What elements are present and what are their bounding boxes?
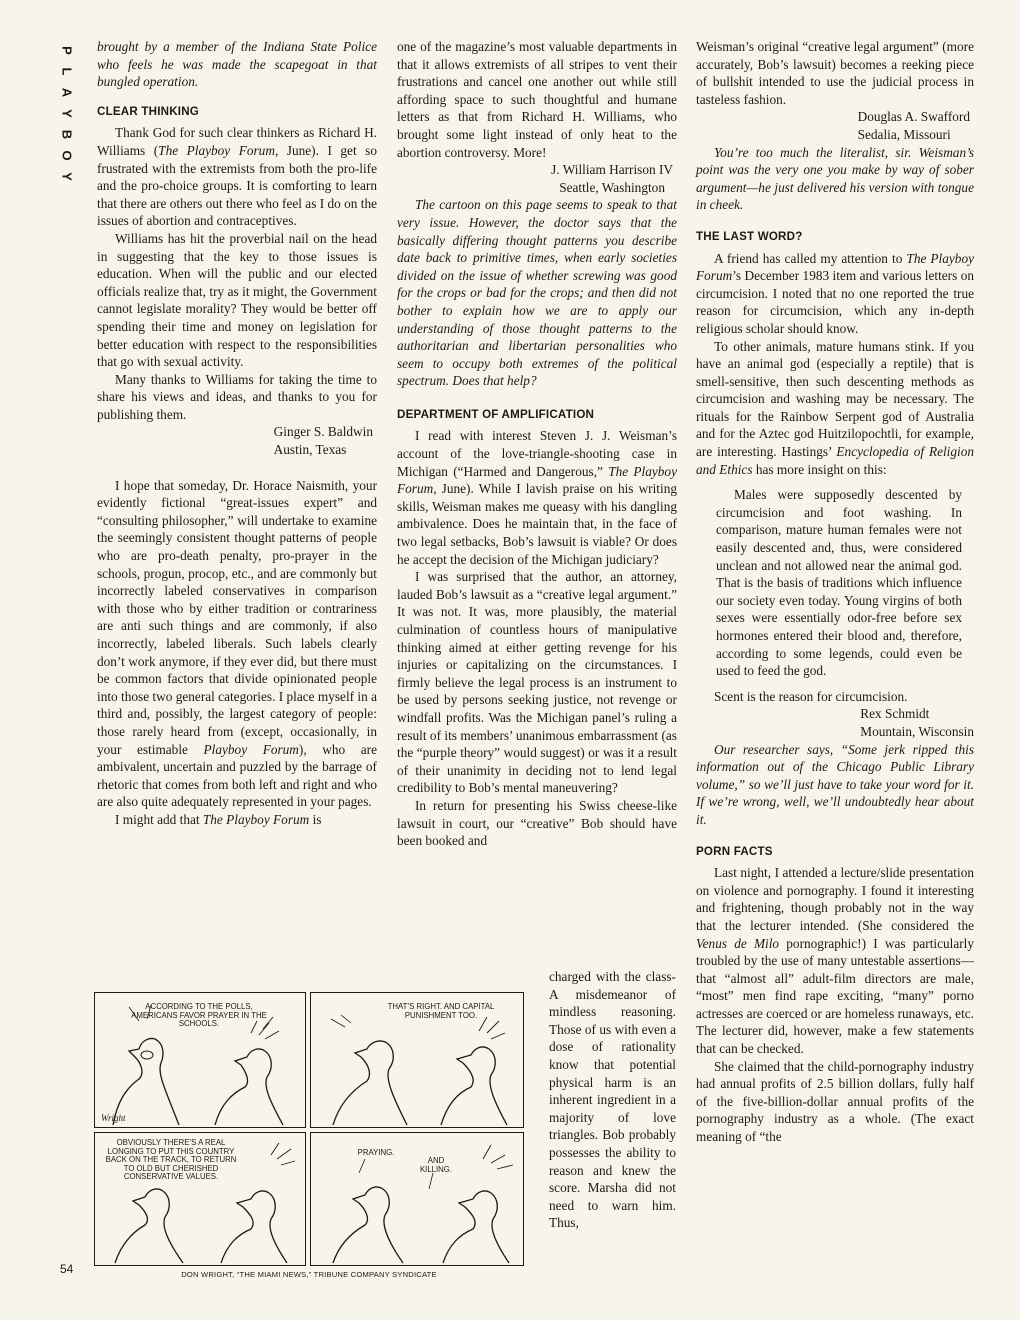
- letter-signature: [696, 108, 974, 143]
- letter-signature: [696, 705, 974, 740]
- signature-name: Ginger S. Baldwin: [273, 424, 373, 440]
- signature-place: Mountain, Wisconsin: [860, 723, 974, 739]
- masthead-letter: L: [59, 67, 75, 76]
- page-number: 54: [60, 1262, 74, 1276]
- magazine-masthead: [56, 40, 74, 190]
- signature-name: J. William Harrison IV: [551, 162, 673, 178]
- editorial-cartoon: [94, 992, 528, 1264]
- letter-paragraph: In return for presenting his Swiss cheese-like lawsuit in court, our “creative” Bob should have been booked and: [397, 797, 677, 849]
- masthead-letter: Y: [59, 172, 75, 181]
- letter-signature: [397, 161, 677, 196]
- letter-paragraph: To other animals, mature humans stink. If you have an animal god (especially a reptile) that is smell-sensitive, then such descenting methods as circumcision and washing may be necessary. The rituals for the Rainbow Serpent god of Australia and for the Aztec god Huitzilopochtli, for example, are interesting. Hastings’ Encyclopedia of Religion and Ethics has more insight on this:: [696, 338, 975, 477]
- signature-place: Seattle, Washington: [559, 179, 665, 195]
- letter-paragraph: I read with interest Steven J. J. Weisman’s account of the love-triangle-shooting case in Michigan (“Harmed and Dangerous,” The Playboy Forum, June). While I lavish praise on his writing skills, Weisman makes me queasy with his dangling ambivalence. Does he maintain that, in the face of two legal setbacks, Bob’s lawsuit is viable? Or does he accept the decision of the Michigan judiciary?: [397, 428, 677, 567]
- masthead-letter: P: [59, 46, 75, 55]
- letter-signature: [97, 423, 377, 458]
- editor-reply: The cartoon on this page seems to speak to that very issue. However, the doctor says that the basically differing thought patterns you describe date back to primitive times, when early societies divided on the issue of whether screwing was good for the crops or bad for the crops; and then did not bother to explain how we are to apply our understanding of those thought patterns to the authoritarian and libertarian personalities who seem to occupy both extremes of the political spectrum. Does that help?: [397, 197, 677, 389]
- letter-paragraph: I might add that The Playboy Forum is: [115, 811, 322, 827]
- signature-name: Douglas A. Swafford: [857, 109, 970, 125]
- letter-paragraph: Many thanks to Williams for taking the time to share his views and ideas, and thanks to you for publishing them.: [97, 371, 377, 422]
- intro-italic: brought by a member of the Indiana State Police who feels he was made the scapegoat in that bungled operation.: [97, 39, 377, 90]
- cartoonist-signature: Wright: [101, 1113, 126, 1123]
- masthead-letter: B: [59, 129, 75, 140]
- signature-name: Rex Schmidt: [860, 706, 930, 722]
- cartoon-caption: THAT’S RIGHT. AND CAPITAL PUNISHMENT TOO.: [387, 1002, 495, 1020]
- cartoon-panel-3: [94, 1132, 306, 1266]
- masthead-letter: Y: [59, 109, 75, 118]
- masthead-letter: O: [59, 150, 75, 161]
- editor-reply: Our researcher says, “Some jerk ripped this information out of the Chicago Public Library volume,” so we’ll just have to take your word for it. If we’re wrong, well, we’ll undoubtedly hear about it.: [696, 741, 974, 827]
- letter-paragraph: Thank God for such clear thinkers as Richard H. Williams (The Playboy Forum, June). I get so frustrated with the extremists from both the pro-life and the pro-choice groups. It is comforting to learn that there are others out there who feel as I do on the issues of abortion and contraceptives.: [97, 125, 377, 229]
- letter-paragraph: Williams has hit the proverbial nail on the head in suggesting that the key to those issues is education. When will the public and our elected officials realize that, try as it might, the Government cannot legislate morality? They would be better off spending their time and money on legislation for better education with respect to the responsibilities that go with sexual activity.: [97, 230, 377, 370]
- section-heading-clear-thinking: CLEAR THINKING: [97, 104, 199, 118]
- column-2: [397, 38, 677, 850]
- letter-paragraph: Weisman’s original “creative legal argument” (more accurately, Bob’s lawsuit) becomes a reeking piece of bullshit intended to use the judicial process in tasteless fashion.: [696, 39, 974, 107]
- letter-paragraph: Scent is the reason for circumcision.: [714, 688, 908, 704]
- letter-paragraph: She claimed that the child-pornography industry had annual profits of 2.5 billion dollars, fully half of the five-billion-dollar annual profits of the pornography industry as a whole. (The exact meaning of “the: [696, 1058, 974, 1145]
- letter-paragraph: A friend has called my attention to The Playboy Forum’s December 1983 item and various letters on circumcision. I noted that no one reported the true reason for circumcision, which any in-depth religious scholar should know.: [696, 250, 974, 336]
- letter-paragraph: charged with the class-A misdemeanor of mindless reasoning. Those of us with even a dose of rationality know that potential physical harm is an inherent ingredient in a majority of love triangles. Bob probably possesses the ability to reason and knew the score. Marsha did not need to warn him. Thus,: [549, 969, 676, 1231]
- cartoon-panel-1: [94, 992, 306, 1128]
- cartoon-panel-2: [310, 992, 524, 1128]
- column-3: [696, 38, 974, 1146]
- column-1: [97, 38, 377, 829]
- cartoon-caption: ACCORDING TO THE POLLS, AMERICANS FAVOR PRAYER IN THE SCHOOLS.: [131, 1002, 267, 1029]
- signature-place: Austin, Texas: [273, 442, 347, 458]
- section-heading-amplification: DEPARTMENT OF AMPLIFICATION: [397, 407, 595, 421]
- letter-paragraph: one of the magazine’s most valuable departments in that it allows extremists of all stripes to vent their frustrations and cancel one another out while still affording space to such thoughtful and humane letters as that from Richard H. Williams, who brought some light instead of only heat to the abortion controversy. More!: [397, 39, 677, 160]
- section-heading-porn-facts: PORN FACTS: [696, 844, 773, 858]
- letter-paragraph: I hope that someday, Dr. Horace Naismith, your evidently fictional “great-issues expert” and “consulting philosopher,” will undertake to examine the seemingly consistent thought patterns of people who are pro-death penalty, pro-prayer in the schools, progun, procop, etc., and are commonly but incorrectly labeled conservatives in comparison with those who by either tradition or contrariness are anti such things and are commonly, if also incorrectly, labeled liberals. Such labels clearly don’t work anymore, if they ever did, but there must be common factors that divide opinionated people into those two general categories. I place myself in a third and, possibly, the largest category of people: those rarely heard from (except, occasionally, in your estimable Playboy Forum), who are ambivalent, uncertain and puzzled by the barrage of rhetoric that comes from both left and right and who are also quite adequately represented in your pages.: [97, 477, 377, 810]
- signature-place: Sedalia, Missouri: [857, 126, 951, 142]
- cartoon-caption: OBVIOUSLY THERE’S A REAL LONGING TO PUT THIS COUNTRY BACK ON THE TRACK, TO RETURN TO OLD BUT CHERISHED CONSERVATIVE VALUES.: [105, 1138, 237, 1182]
- section-heading-last-word: THE LAST WORD?: [696, 229, 803, 243]
- cartoon-caption: PRAYING.: [357, 1148, 395, 1157]
- letter-paragraph: I was surprised that the author, an attorney, lauded Bob’s lawsuit as a “creative legal argument.” It was not. It was, more plausibly, the material culmination of countless hours of manipulative thinking aimed at either getting revenge for his injuries or capitalizing on the circumstances. I firmly believe the legal process is an instrument to be used by persons seeking justice, not revenge or windfall profits. Was the Michigan panel’s ruling a result of its members’ unanimous embarrassment (as the “purple theory” would suggest) or was it a result of their unanimity in deciding not to lend legal credibility to Bob’s mental maneuvering?: [397, 569, 677, 796]
- cartoon-panel-4: [310, 1132, 524, 1266]
- cartoon-credit: DON WRIGHT, “THE MIAMI NEWS,” TRIBUNE COMPANY SYNDICATE: [181, 1270, 437, 1279]
- narrow-text-column: [549, 968, 676, 1232]
- block-quote: Males were supposedly descented by circumcision and foot washing. In comparison, mature human females were not easily descented and, thus, were considered unclean and not allowed near the animal god. That is the basis of traditions which influence our society even today. Young virgins of both sexes were essentially odor-free before sex hormones entered their blood and, therefore, according to some legends, could even be used to feed the god.: [716, 487, 962, 679]
- editor-reply: You’re too much the literalist, sir. Weisman’s point was the very one you make by way of sober argument—he just delivered his version with tongue in cheek.: [696, 144, 974, 213]
- cartoon-caption: AND KILLING.: [419, 1156, 453, 1174]
- letter-paragraph: Last night, I attended a lecture/slide presentation on violence and pornography. I found it interesting and frightening, though probably not in the way that the lecturer intended. (She considered the Venus de Milo pornographic!) I was particularly troubled by the use of many untestable assertions—that “almost all” adult-film directors are male, “most” men find rape exciting, “many” porno actresses are coerced or are homeless runaways, etc. The lecturer did, however, make a few statements that can be checked.: [696, 865, 974, 1057]
- masthead-letter: A: [59, 87, 75, 98]
